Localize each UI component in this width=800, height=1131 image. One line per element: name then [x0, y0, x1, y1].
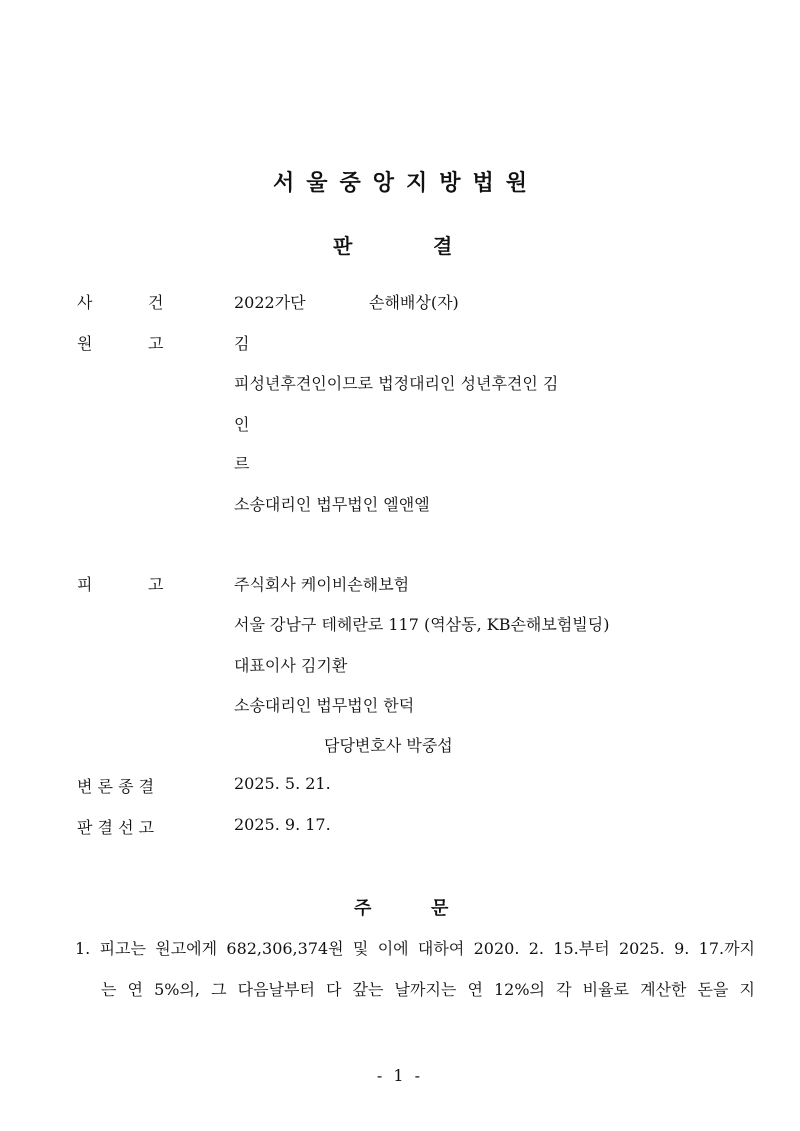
- plaintiff-guardian-line-2: 인: [234, 415, 250, 434]
- case-number: 2022가단: [234, 293, 306, 312]
- plaintiff-guardian-line-3: 르: [234, 454, 250, 473]
- ruling-line-2: 는 연 5%의, 그 다음날부터 다 갚는 날까지는 연 12%의 각 비율로 계산한 돈을 지: [101, 980, 755, 999]
- plaintiff-guardian: 피성년후견인이므로 법정대리인 성년후견인 김: [234, 374, 559, 393]
- defendant-name: 주식회사 케이비손해보험: [234, 575, 410, 594]
- defendant-address: 서울 강남구 테헤란로 117 (역삼동, KB손해보험빌딩): [234, 615, 610, 634]
- defendant-representative: 대표이사 김기환: [234, 656, 348, 675]
- defendant-label-2: 고: [148, 575, 164, 594]
- plaintiff-counsel: 소송대리인 법무법인 엘앤엘: [234, 495, 430, 514]
- plaintiff-label-2: 고: [148, 334, 164, 353]
- doc-title-left: 판: [333, 234, 353, 258]
- defendant-counsel: 소송대리인 법무법인 한덕: [234, 696, 415, 715]
- ruling-line-1: 1. 피고는 원고에게 682,306,374원 및 이에 대하여 2020. 2. 15.부터 2025. 9. 17.까지: [75, 939, 755, 958]
- plaintiff-name: 김: [234, 334, 250, 353]
- plaintiff-label-1: 원: [77, 334, 93, 353]
- case-label-1: 사: [77, 293, 93, 312]
- ruling-date: 2025. 9. 17.: [234, 815, 331, 834]
- ruling-label: 판 결 선 고: [77, 818, 155, 837]
- ruling-title-left: 주: [354, 898, 372, 919]
- closing-date: 2025. 5. 21.: [234, 774, 331, 793]
- case-label-2: 건: [148, 293, 164, 312]
- court-name: 서울중앙지방법원: [272, 171, 540, 196]
- closing-label: 변 론 종 결: [77, 777, 155, 796]
- defendant-attorney: 담당변호사 박중섭: [324, 736, 453, 755]
- case-name: 손해배상(자): [369, 293, 459, 312]
- page-number: - 1 -: [376, 1066, 424, 1085]
- defendant-label-1: 피: [77, 575, 93, 594]
- ruling-title-right: 문: [431, 898, 449, 919]
- doc-title-right: 결: [433, 234, 453, 258]
